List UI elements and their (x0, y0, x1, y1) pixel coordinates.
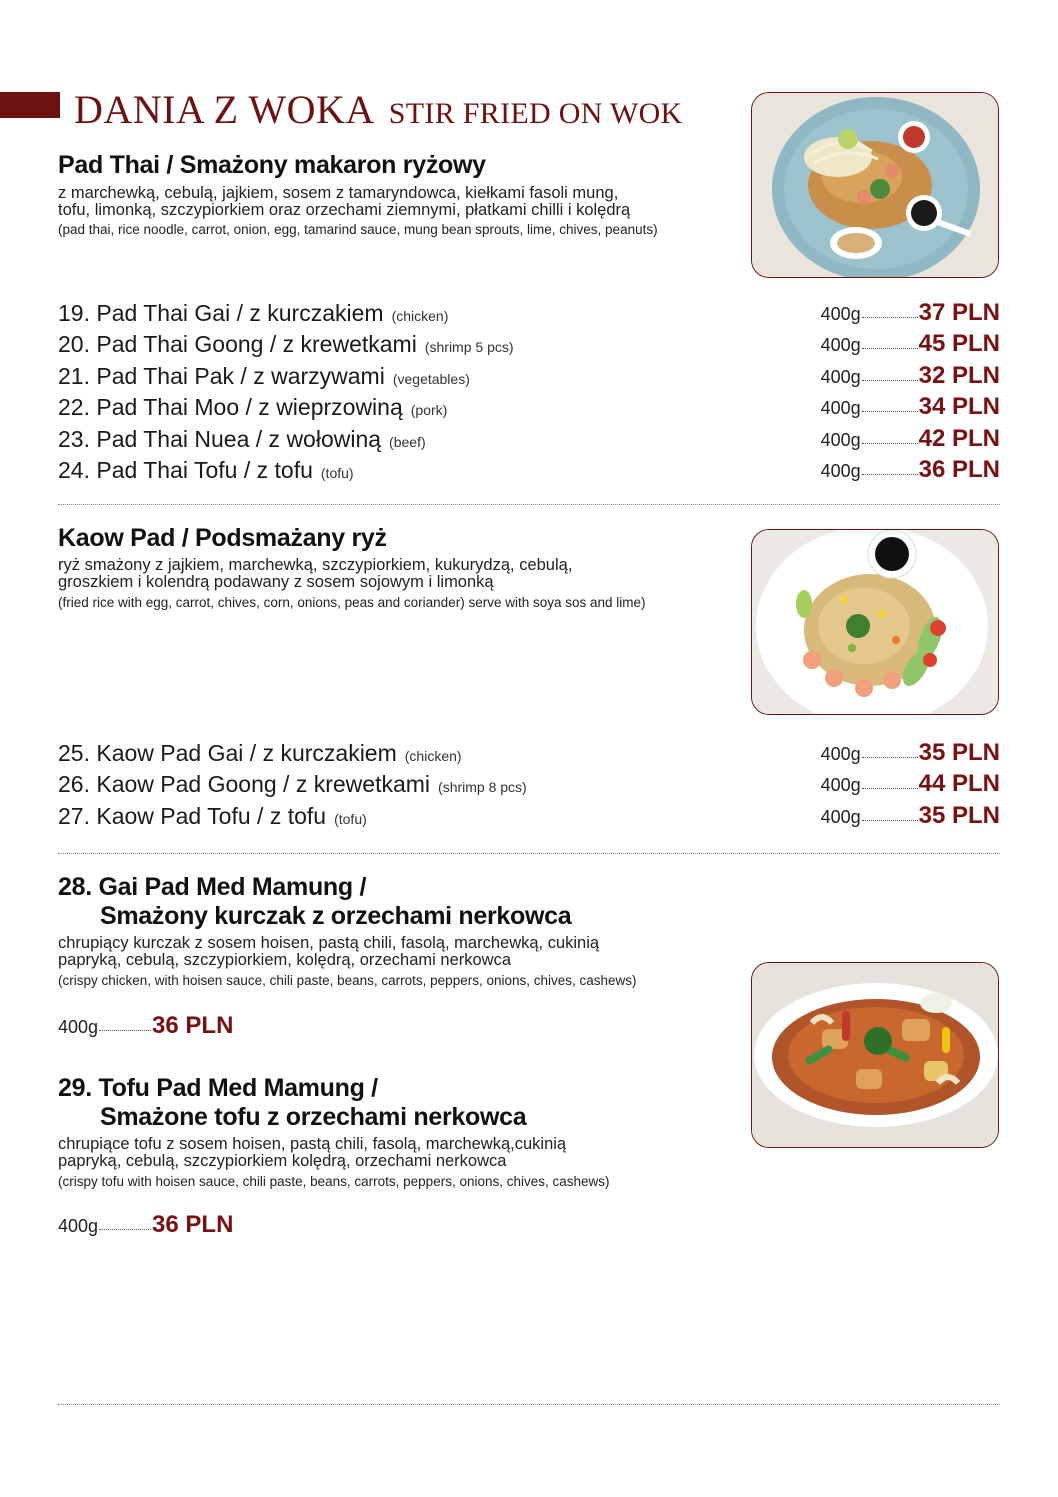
description-english-pad-thai: (pad thai, rice noodle, carrot, onion, egg, tamarind sauce, mung bean sprouts, lime, chives, peanuts) (58, 222, 658, 237)
description-english-tofu-pad: (crispy tofu with hoisen sauce, chili paste, beans, carrots, peppers, onions, chives, cashews) (58, 1174, 610, 1189)
item-weight: 400g (820, 775, 861, 795)
item-weight: 400g (820, 303, 861, 324)
dotted-separator (58, 504, 1000, 505)
item-weight: 400g (820, 461, 861, 481)
menu-item (58, 331, 1000, 363)
menu-item (58, 457, 1000, 489)
description-line: chrupiące tofu z sosem hoisen, pastą chili, fasolą, marchewką,cukinią (58, 1135, 567, 1153)
item-note: (chicken) (404, 747, 462, 764)
photo-pad-thai (751, 92, 999, 278)
item-note: (beef) (389, 433, 426, 450)
item-price: 32 PLN (918, 361, 1000, 389)
dotted-separator (58, 853, 1000, 854)
item-weight: 400g (820, 335, 861, 355)
item-name: 19. Pad Thai Gai / z kurczakiem (58, 299, 384, 326)
menu-item (58, 299, 1000, 331)
item-price: 36 PLN (152, 1211, 234, 1238)
heading-line: 28. Gai Pad Med Mamung / (58, 873, 367, 901)
item-price: 45 PLN (918, 330, 1000, 357)
item-note: (tofu) (334, 810, 367, 827)
item-note: (tofu) (320, 465, 354, 481)
menu-item (58, 771, 1000, 803)
item-price: 37 PLN (918, 298, 1000, 326)
item-name: 27. Kaow Pad Tofu / z tofu (58, 802, 327, 829)
heading-line: Smażony kurczak z orzechami nerkowca (100, 902, 572, 930)
item-name: 21. Pad Thai Pak / z warzywami (58, 362, 385, 389)
description-line: tofu, limonką, szczypiorkiem oraz orzechami ziemnymi, płatkami chilli i kolędrą (58, 201, 631, 219)
dotted-separator (58, 1404, 1000, 1405)
item-price: 35 PLN (918, 738, 1000, 766)
section-heading-tofu-pad-med-mamung (58, 1074, 526, 1132)
description-pad-thai (58, 185, 630, 219)
title-accent-bar (0, 92, 60, 118)
dotted-leader (862, 348, 918, 349)
item-price: 35 PLN (918, 801, 1000, 829)
description-line: chrupiący kurczak z sosem hoisen, pastą chili, fasolą, marchewką, cukinią (58, 934, 600, 952)
dotted-leader (862, 757, 918, 758)
menu-item (58, 802, 1000, 834)
description-line: papryką, cebulą, szczypiorkiem, kolędrą, orzechami nerkowca (58, 951, 512, 969)
item-price: 42 PLN (918, 424, 1000, 452)
section-heading-pad-thai: Pad Thai / Smażony makaron ryżowy (58, 151, 486, 179)
section-heading-kaow-pad: Kaow Pad / Podsmażany ryż (58, 524, 387, 552)
price-line-gai-pad (58, 1012, 233, 1040)
description-kaow-pad (58, 557, 572, 591)
dotted-leader (862, 443, 918, 444)
item-weight: 400g (820, 366, 861, 387)
description-line: groszkiem i kolendrą podawany z sosem sojowym i limonką (58, 573, 494, 591)
item-weight: 400g (58, 1216, 99, 1236)
item-name: 22. Pad Thai Moo / z wieprzowiną (58, 394, 403, 420)
menu-list-pad-thai (58, 299, 1000, 488)
dotted-leader (99, 1030, 151, 1031)
item-name: 20. Pad Thai Goong / z krewetkami (58, 331, 417, 357)
item-note: (pork) (410, 402, 448, 418)
photo-kaow-pad (751, 529, 999, 715)
heading-line: Smażone tofu z orzechami nerkowca (100, 1103, 527, 1131)
dotted-leader (862, 317, 918, 318)
item-note: (chicken) (391, 307, 449, 324)
item-note: (shrimp 5 pcs) (424, 339, 514, 355)
description-gai-pad (58, 935, 599, 969)
item-weight: 400g (58, 1017, 99, 1037)
item-weight: 400g (820, 429, 861, 450)
description-line: z marchewką, cebulą, jajkiem, sosem z tamaryndowca, kiełkami fasoli mung, (58, 184, 619, 202)
menu-list-kaow-pad (58, 739, 1000, 834)
item-weight: 400g (820, 806, 861, 827)
menu-item (58, 394, 1000, 426)
fried-rice-plate-image (752, 530, 998, 714)
menu-item (58, 739, 1000, 771)
menu-item (58, 425, 1000, 457)
title-english: STIR FRIED ON WOK (388, 97, 683, 130)
description-tofu-pad (58, 1136, 566, 1170)
section-heading-gai-pad-med-mamung (58, 873, 571, 931)
dotted-leader (99, 1229, 151, 1230)
photo-gai-pad (751, 962, 999, 1148)
item-weight: 400g (820, 398, 861, 418)
dotted-leader (862, 788, 918, 789)
description-english-kaow-pad: (fried rice with egg, carrot, chives, corn, onions, peas and coriander) serve with soya sos and lime) (58, 595, 646, 610)
dotted-leader (862, 474, 918, 475)
price-line-tofu-pad (58, 1211, 233, 1239)
item-price: 36 PLN (918, 456, 1000, 483)
heading-line: 29. Tofu Pad Med Mamung / (58, 1074, 378, 1102)
item-price: 34 PLN (918, 393, 1000, 420)
description-line: ryż smażony z jajkiem, marchewką, szczypiorkiem, kukurydzą, cebulą, (58, 556, 573, 574)
description-line: papryką, cebulą, szczypiorkiem kolędrą, orzechami nerkowca (58, 1152, 507, 1170)
description-english-gai-pad: (crispy chicken, with hoisen sauce, chili paste, beans, carrots, peppers, onions, chives, cashews) (58, 973, 637, 988)
cashew-chicken-plate-image (752, 963, 998, 1147)
item-name: 25. Kaow Pad Gai / z kurczakiem (58, 739, 397, 766)
item-note: (vegetables) (392, 370, 470, 387)
item-name: 23. Pad Thai Nuea / z wołowiną (58, 425, 382, 452)
item-price: 44 PLN (918, 770, 1000, 797)
dotted-leader (862, 820, 918, 821)
dotted-leader (862, 411, 918, 412)
item-price: 36 PLN (152, 1012, 234, 1039)
pad-thai-plate-image (752, 93, 998, 277)
menu-item (58, 362, 1000, 394)
page-title (74, 86, 683, 133)
dotted-leader (862, 380, 918, 381)
item-name: 24. Pad Thai Tofu / z tofu (58, 457, 313, 483)
title-polish: DANIA Z WOKA (74, 87, 375, 132)
item-note: (shrimp 8 pcs) (438, 779, 527, 795)
item-weight: 400g (820, 743, 861, 764)
item-name: 26. Kaow Pad Goong / z krewetkami (58, 771, 431, 797)
